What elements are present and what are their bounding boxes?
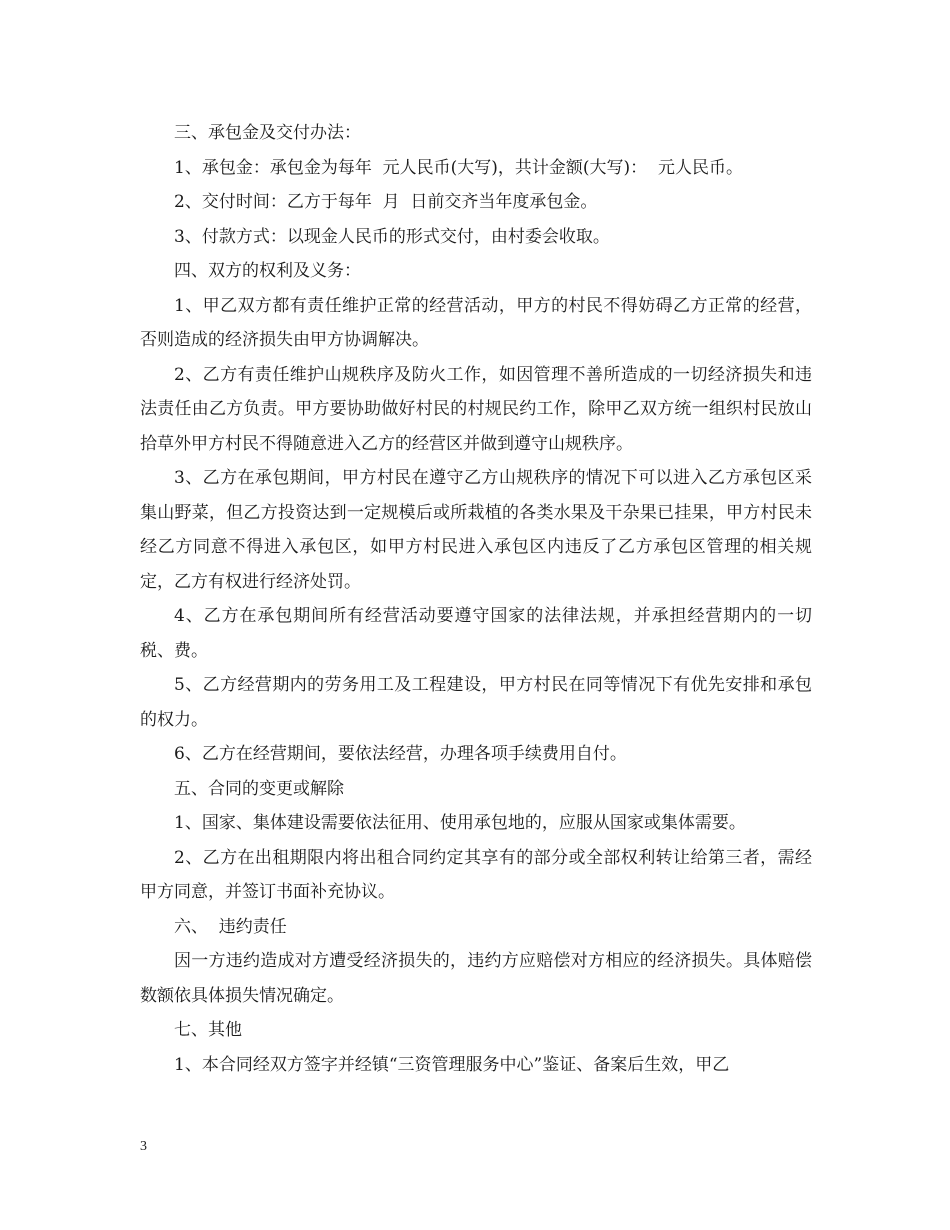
paragraph: 4、乙方在承包期间所有经营活动要遵守国家的法律法规，并承担经营期内的一切税、费。	[140, 606, 812, 661]
paragraph: 3、乙方在承包期间，甲方村民在遵守乙方山规秩序的情况下可以进入乙方承包区采集山野菜，但乙方投资达到一定规模后或所栽植的各类水果及干杂果已挂果，甲方村民未经乙方同意不得进入承包区，如甲方村民进入承包区内违反了乙方承包区管理的相关规定，乙方有权进行经济处罚。	[140, 468, 812, 592]
paragraph: 1、承包金：承包金为每年 元人民币(大写)，共计金额(大写)： 元人民币。	[174, 157, 743, 178]
paragraph: 3、付款方式：以现金人民币的形式交付，由村委会收取。	[174, 226, 610, 247]
paragraph: 2、乙方有责任维护山规秩序及防火工作，如因管理不善所造成的一切经济损失和违法责任由乙方负责。甲方要协助做好村民的村规民约工作，除甲乙双方统一组织村民放山拾草外甲方村民不得随意进入乙方的经营区并做到遵守山规秩序。	[140, 364, 812, 454]
section-heading-other: 七、其他	[174, 1020, 242, 1040]
paragraph: 1、本合同经双方签字并经镇“三资管理服务中心”鉴证、备案后生效，甲乙	[174, 1054, 730, 1075]
paragraph: 因一方违约造成对方遭受经济损失的，违约方应赔偿对方相应的经济损失。具体赔偿数额依具体损失情况确定。	[140, 951, 812, 1006]
paragraph: 1、甲乙双方都有责任维护正常的经营活动，甲方的村民不得妨碍乙方正常的经营，否则造成的经济损失由甲方协调解决。	[140, 295, 812, 350]
section-heading-contract-fee: 三、承包金及交付办法：	[174, 123, 361, 143]
paragraph: 5、乙方经营期内的劳务用工及工程建设，甲方村民在同等情况下有优先安排和承包的权力。	[140, 675, 812, 730]
section-heading-contract-change: 五、合同的变更或解除	[174, 778, 344, 799]
page-number: 3	[140, 1139, 147, 1154]
paragraph: 6、乙方在经营期间，要依法经营，办理各项手续费用自付。	[174, 744, 627, 764]
paragraph: 2、乙方在出租期限内将出租合同约定其享有的部分或全部权利转让给第三者，需经甲方同意，并签订书面补充协议。	[140, 847, 812, 902]
section-heading-rights-obligations: 四、双方的权利及义务：	[174, 261, 361, 281]
paragraph: 1、国家、集体建设需要依法征用、使用承包地的，应服从国家或集体需要。	[174, 813, 746, 833]
section-heading-breach-liability: 六、 违约责任	[174, 916, 287, 937]
paragraph: 2、交付时间：乙方于每年 月 日前交齐当年度承包金。	[174, 192, 598, 212]
document-body	[140, 116, 812, 1082]
